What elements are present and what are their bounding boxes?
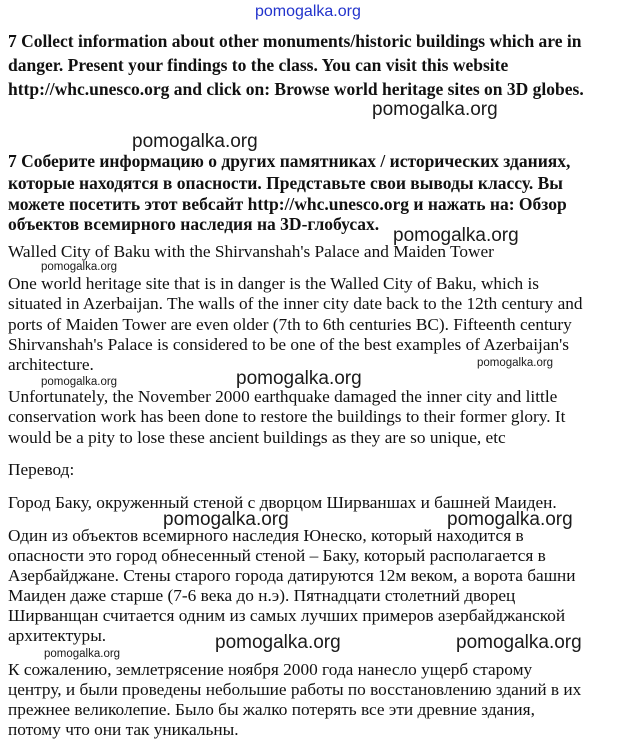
paragraph-line: Shirvanshah's Palace is considered to be one of the best examples of Azerbaijan's	[8, 335, 569, 354]
task-en-line: danger. Present your findings to the class. You can visit this website	[8, 55, 509, 75]
paragraph-line: architecture.	[8, 355, 94, 374]
paragraph-line: К сожалению, землетрясение ноября 2000 года нанесло ущерб старому	[8, 660, 533, 679]
paragraph-line: центру, и были проведены небольшие работы по восстановлению зданий в их	[8, 680, 582, 699]
watermark-small: pomogalka.org	[477, 357, 554, 369]
paragraph-line: conservation work has been done to restore the buildings to their former glory. It	[8, 407, 566, 426]
watermark: pomogalka.org	[215, 632, 341, 653]
paragraph-line: прежнее великолепие. Было бы жалко потерять все эти древние здания,	[8, 700, 535, 719]
watermark-top[interactable]: pomogalka.org	[255, 3, 361, 20]
paragraph-line: One world heritage site that is in danger is the Walled City of Baku, which is	[8, 274, 540, 293]
task-en-line: http://whc.unesco.org and click on: Browse world heritage sites on 3D globes.	[8, 79, 584, 99]
paragraph-line: Unfortunately, the November 2000 earthquake damaged the inner city and little	[8, 387, 558, 406]
heading-ru: Город Баку, окруженный стеной с дворцом Ширваншах и башней Маиден.	[8, 493, 557, 512]
heading-en: Walled City of Baku with the Shirvanshah's Palace and Maiden Tower	[8, 242, 494, 261]
watermark-small: pomogalka.org	[41, 376, 118, 388]
translation-label: Перевод:	[8, 460, 75, 479]
paragraph-line: Ширванщан считается одним из самых лучших примеров азербайджанской	[8, 606, 566, 625]
watermark-small: pomogalka.org	[44, 648, 121, 660]
watermark-small: pomogalka.org	[41, 261, 118, 273]
paragraph-line: Азербайджане. Стены старого города датируются 12м веком, а ворота башни	[8, 566, 576, 585]
task-en-line: 7 Collect information about other monuments/historic buildings which are in	[8, 31, 582, 51]
task-ru-line: которые находятся в опасности. Представьте свои выводы классу. Вы	[8, 173, 563, 193]
watermark: pomogalka.org	[236, 368, 362, 389]
watermark: pomogalka.org	[163, 509, 289, 530]
task-ru-line: 7 Соберите информацию о других памятниках / исторических зданиях,	[8, 151, 571, 171]
task-ru-line: объектов всемирного наследия на 3D-глобусах.	[8, 214, 380, 234]
watermark: pomogalka.org	[456, 632, 582, 653]
paragraph-line: ports of Maiden Tower are even older (7th to 6th centuries BC). Fifteenth century	[8, 315, 572, 334]
task-ru-line: можете посетить этот вебсайт http://whc.unesco.org и нажать на: Обзор	[8, 194, 567, 214]
paragraph-line: Маиден даже старше (7-6 века до н.э). Пятнадцати столетний дворец	[8, 586, 516, 605]
paragraph-line: потому что они так уникальны.	[8, 720, 239, 739]
paragraph-line: situated in Azerbaijan. The walls of the inner city date back to the 12th century and	[8, 294, 583, 313]
paragraph-line: архитектуры.	[8, 626, 107, 645]
watermark: pomogalka.org	[393, 225, 519, 246]
watermark: pomogalka.org	[372, 99, 498, 120]
paragraph-line: опасности это город обнесенный стеной – Баку, который располагается в	[8, 546, 546, 565]
watermark: pomogalka.org	[132, 131, 258, 152]
paragraph-line: would be a pity to lose these ancient buildings as they are so unique, etc	[8, 428, 506, 447]
watermark: pomogalka.org	[447, 509, 573, 530]
paragraph-line: Один из объектов всемирного наследия Юнеско, который находится в	[8, 526, 524, 545]
